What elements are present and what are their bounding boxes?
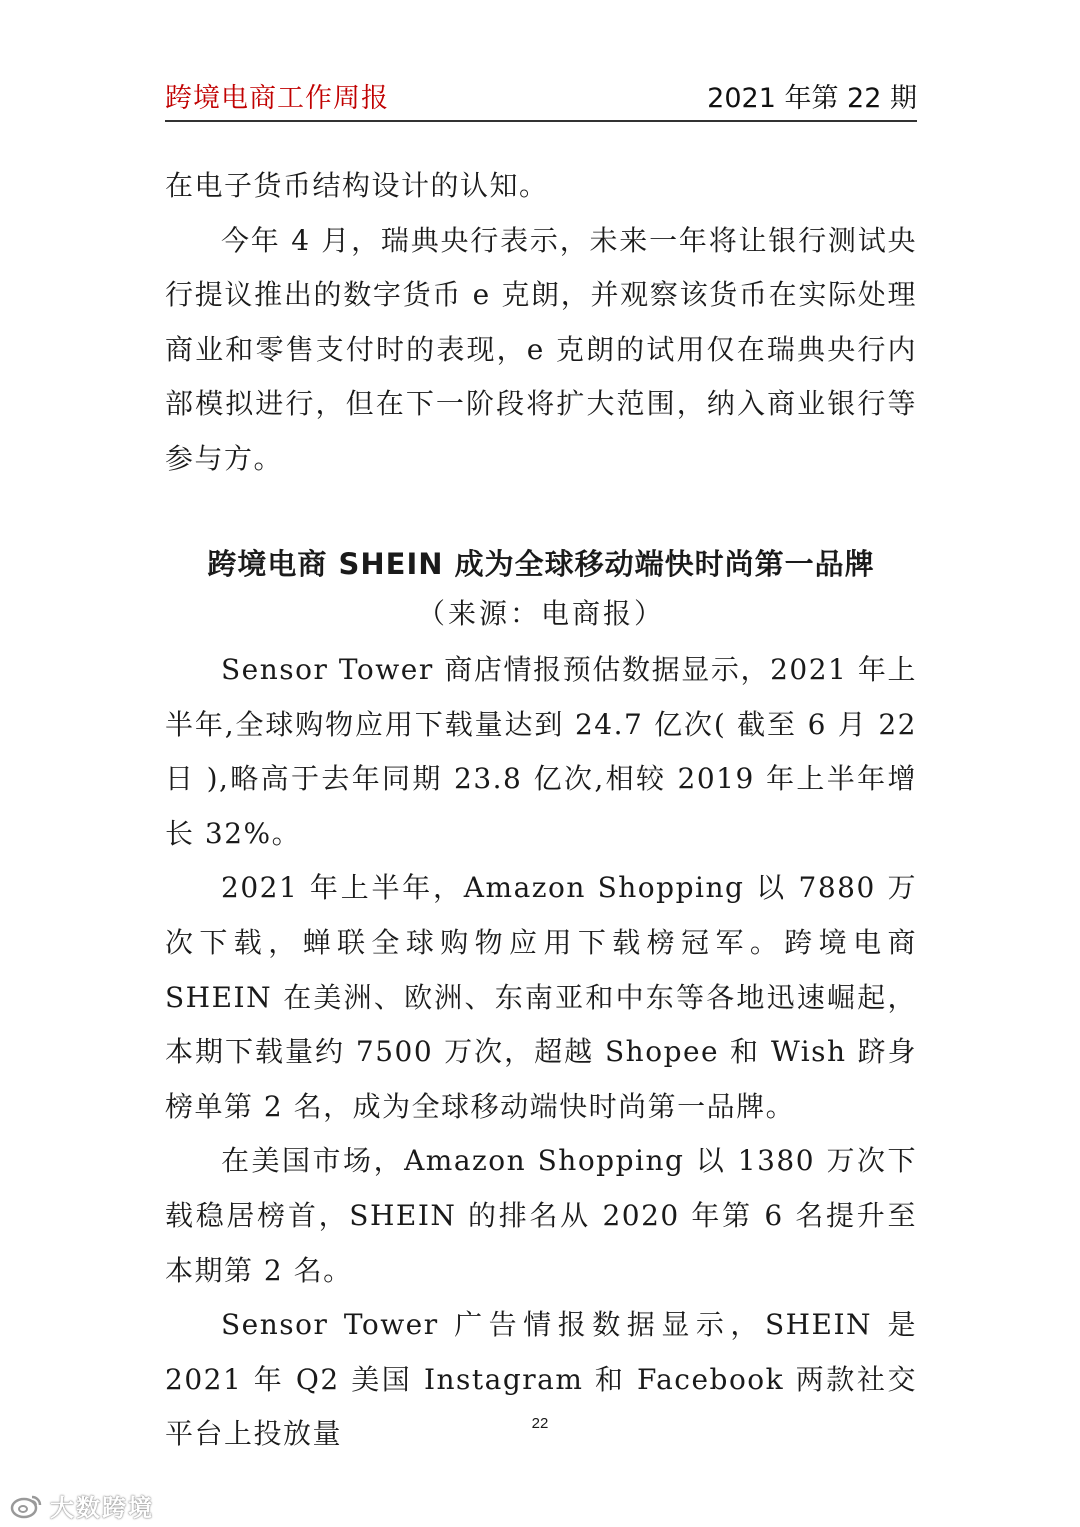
article-source: （来源：电商报）	[416, 597, 665, 630]
article-body	[165, 643, 917, 1462]
paragraph: 在电子货币结构设计的认知。	[165, 169, 549, 202]
paragraph: Sensor Tower 广告情报数据显示，SHEIN 是 2021 年 Q2 美国 Instagram 和 Facebook 两款社交平台上投放量	[165, 1308, 917, 1451]
paragraph: 今年 4 月，瑞典央行表示，未来一年将让银行测试央行提议推出的数字货币 e 克朗，并观察该货币在实际处理商业和零售支付时的表现，e 克朗的试用仅在瑞典央行内部模拟进行，但在下一阶段将扩大范围，纳入商业银行等参与方。	[165, 223, 917, 475]
paragraph: Sensor Tower 商店情报预估数据显示，2021 年上半年,全球购物应用下载量达到 24.7 亿次( 截至 6 月 22 日 ),略高于去年同期 23.8 亿次,相较 2019 年上半年增长 32%。	[165, 653, 917, 850]
weibo-icon	[10, 1493, 44, 1519]
report-title: 跨境电商工作周报	[165, 83, 389, 114]
watermark	[10, 1488, 154, 1523]
article-title: 跨境电商 SHEIN 成为全球移动端快时尚第一品牌	[207, 547, 875, 581]
intro-section	[165, 159, 917, 487]
page-number: 22	[531, 1415, 549, 1432]
paragraph: 2021 年上半年，Amazon Shopping 以 7880 万次下载，蝉联全球购物应用下载榜冠军。跨境电商 SHEIN 在美洲、欧洲、东南亚和中东等各地迅速崛起，本期下载量约 7500 万次，超越 Shopee 和 Wish 跻身榜单第 2 名，成为全球移动端快时尚第一品牌。	[165, 871, 917, 1123]
watermark-text: 大数跨境	[50, 1494, 154, 1522]
paragraph: 在美国市场，Amazon Shopping 以 1380 万次下载稳居榜首，SHEIN 的排名从 2020 年第 6 名提升至本期第 2 名。	[165, 1144, 917, 1287]
issue-number: 2021 年第 22 期	[707, 83, 917, 114]
page-header	[165, 72, 917, 122]
